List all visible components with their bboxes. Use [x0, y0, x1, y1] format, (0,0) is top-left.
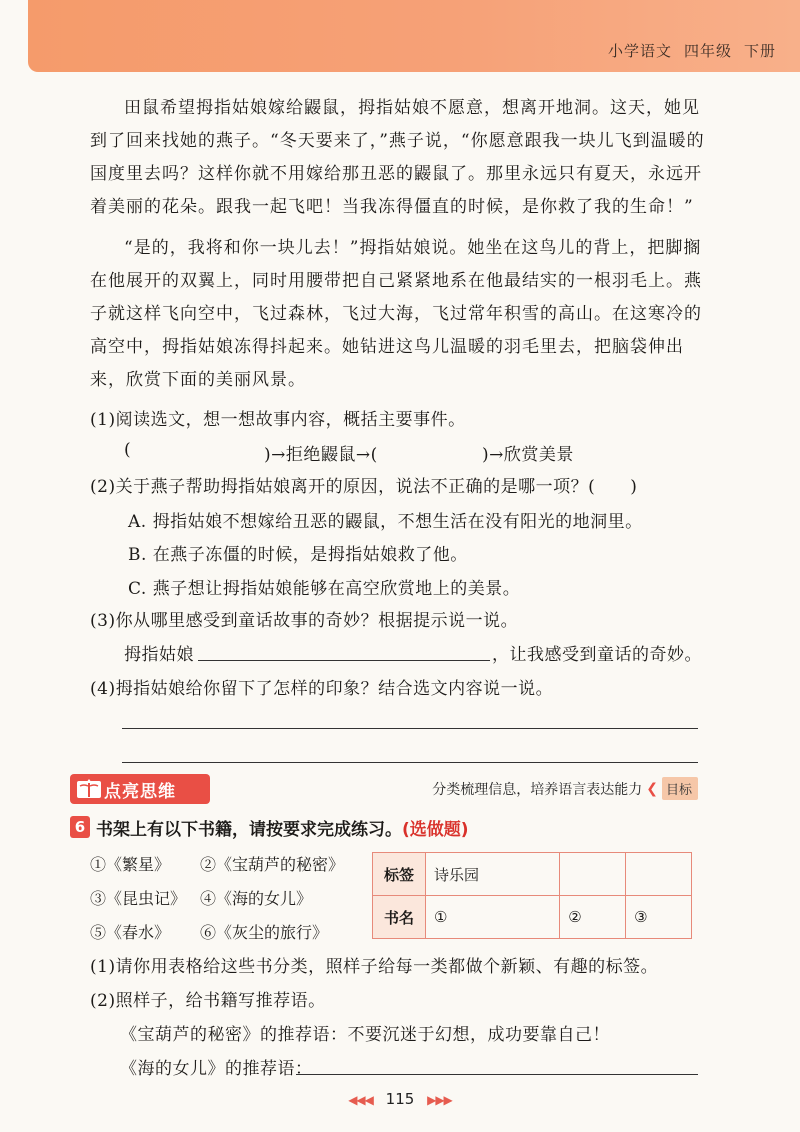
title-header: 书名	[373, 896, 426, 939]
page-number: 115	[385, 1090, 415, 1108]
title-cell-1[interactable]: ①	[426, 896, 560, 939]
goal-text: 分类梳理信息，培养语言表达能力	[432, 781, 643, 798]
question-4: (4)拇指姑娘给你留下了怎样的印象？结合选文内容说一说。	[90, 679, 554, 699]
section-arrow-icon	[196, 776, 212, 806]
grade-label: 四年级	[683, 42, 732, 60]
q2-option-b[interactable]: B. 在燕子冻僵的时候，是拇指姑娘救了他。	[128, 545, 468, 565]
book-item: ①《繁星》	[90, 855, 171, 874]
sub-question-1: (1)请你用表格给这些书分类，照样子给每一类都做个新颖、有趣的标签。	[90, 957, 659, 977]
question-3: (3)你从哪里感受到童话故事的奇妙？根据提示说一说。	[90, 611, 519, 631]
book-item: ④《海的女儿》	[200, 889, 313, 908]
q1-open-paren: (	[124, 440, 132, 460]
exercise-title-text: 书架上有以下书籍，请按要求完成练习。	[96, 820, 402, 840]
goal-chevron-icon: ❮	[646, 780, 658, 797]
exercise-number: 6	[70, 816, 90, 838]
section-badge	[70, 774, 210, 804]
volume-label: 下册	[743, 42, 776, 60]
q2-option-c[interactable]: C. 燕子想让拇指姑娘能够在高空欣赏地上的美景。	[128, 579, 521, 599]
label-cell-sample: 诗乐园	[426, 853, 560, 896]
q3-prefix: 拇指姑娘	[124, 645, 194, 665]
recommendation-prompt: 《海的女儿》的推荐语：	[120, 1059, 313, 1079]
recommendation-example: 《宝葫芦的秘密》的推荐语：不要沉迷于幻想，成功要靠自己！	[120, 1025, 610, 1045]
left-arrows-icon: ◀◀◀	[348, 1093, 373, 1107]
label-cell-2[interactable]	[560, 853, 626, 896]
table-row	[373, 896, 692, 939]
header-band	[28, 0, 800, 72]
classification-table	[372, 852, 692, 939]
section-goal	[432, 777, 698, 800]
question-2[interactable]: (2)关于燕子帮助拇指姑娘离开的原因，说法不正确的是哪一项？( )	[90, 477, 638, 497]
open-book-icon	[74, 777, 104, 801]
label-cell-3[interactable]	[626, 853, 692, 896]
book-item: ⑤《春水》	[90, 923, 171, 942]
q2-option-a[interactable]: A. 拇指姑娘不想嫁给丑恶的鼹鼠，不想生活在没有阳光的地洞里。	[128, 512, 643, 532]
q4-answer-line-2[interactable]	[122, 762, 698, 763]
label-header: 标签	[373, 853, 426, 896]
section-title: 点亮思维	[104, 781, 176, 802]
passage-paragraph-1: 田鼠希望拇指姑娘嫁给鼹鼠，拇指姑娘不愿意，想离开地洞。这天，她见到了回来找她的燕子。“冬天要来了，”燕子说，“你愿意跟我一块儿飞到温暖的国度里去吗？这样你就不用嫁给那丑恶的鼹鼠了。那里永远只有夏天，永远开着美丽的花朵。跟我一起飞吧！当我冻得僵直的时候，是你救了我的生命！”	[90, 98, 705, 217]
recommendation-answer-blank[interactable]	[296, 1074, 698, 1075]
title-cell-2[interactable]: ②	[560, 896, 626, 939]
right-arrows-icon: ▶▶▶	[427, 1093, 452, 1107]
exercise-title	[96, 815, 469, 840]
q1-middle[interactable]: )→拒绝鼹鼠→(	[264, 445, 378, 465]
book-item: ②《宝葫芦的秘密》	[200, 855, 345, 874]
title-cell-3[interactable]: ③	[626, 896, 692, 939]
q1-end[interactable]: )→欣赏美景	[482, 445, 574, 465]
question-1: (1)阅读选文，想一想故事内容，概括主要事件。	[90, 410, 466, 430]
subject-label: 小学语文	[607, 42, 672, 60]
optional-tag: (选做题)	[402, 820, 469, 840]
goal-tag: 目标	[662, 777, 698, 800]
book-info	[596, 40, 776, 61]
book-item: ⑥《灰尘的旅行》	[200, 923, 329, 942]
q3-answer-blank[interactable]	[198, 660, 490, 661]
page-footer	[0, 1090, 800, 1108]
sub-question-2: (2)照样子，给书籍写推荐语。	[90, 991, 326, 1011]
passage-paragraph-2: “是的，我将和你一块儿去！”拇指姑娘说。她坐在这鸟儿的背上，把脚搁在他展开的双翼上，同时用腰带把自己紧紧地系在他最结实的一根羽毛上。燕子就这样飞向空中，飞过森林，飞过大海，飞过常年积雪的高山。在这寒冷的高空中，拇指姑娘冻得抖起来。她钻进这鸟儿温暖的羽毛里去，把脑袋伸出来，欣赏下面的美丽风景。	[90, 238, 702, 390]
q3-suffix: ，让我感受到童话的奇妙。	[492, 645, 702, 665]
book-item: ③《昆虫记》	[90, 889, 187, 908]
table-row	[373, 853, 692, 896]
q4-answer-line-1[interactable]	[122, 728, 698, 729]
section-header	[70, 774, 698, 804]
